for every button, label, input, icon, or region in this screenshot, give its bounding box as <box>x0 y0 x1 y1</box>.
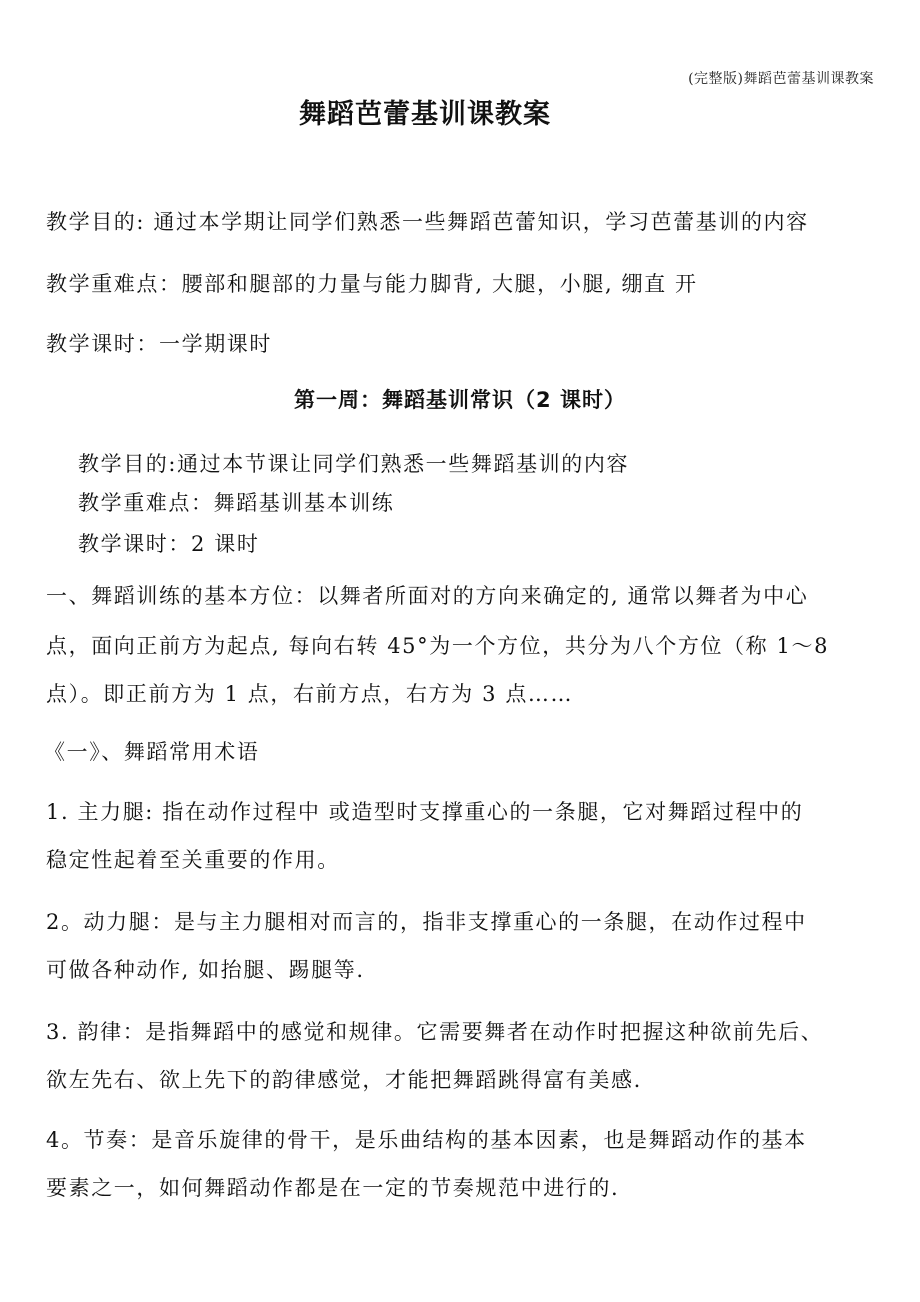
term-3-line1: 3. 韵律：是指舞蹈中的感觉和规律。它需要舞者在动作时把握这种欲前先后、 <box>46 1020 824 1044</box>
term-1-line2: 稳定性起着至关重要的作用。 <box>46 848 340 872</box>
term-4-line1: 4。节奏：是音乐旋律的骨干，是乐曲结构的基本因素，也是舞蹈动作的基本 <box>46 1128 807 1152</box>
week1-purpose: 教学目的:通过本节课让同学们熟悉一些舞蹈基训的内容 <box>78 452 630 476</box>
term-4-line2: 要素之一，如何舞蹈动作都是在一定的节奏规范中进行的. <box>46 1176 620 1200</box>
term-1-line1: 1. 主力腿: 指在动作过程中 或造型时支撑重心的一条腿，它对舞蹈过程中的 <box>46 800 804 824</box>
week1-title: 第一周：舞蹈基训常识（2 课时） <box>294 388 626 412</box>
section1-line2: 点，面向正前方为起点, 每向右转 45°为一个方位，共分为八个方位（称 1～8 <box>46 634 830 658</box>
week1-hours: 教学课时：2 课时 <box>78 532 260 556</box>
term-2-line1: 2。动力腿：是与主力腿相对而言的，指非支撑重心的一条腿，在动作过程中 <box>46 910 807 934</box>
intro-difficulty: 教学重难点：腰部和腿部的力量与能力脚背, 大腿，小腿, 绷直 开 <box>46 272 698 296</box>
document-title: 舞蹈芭蕾基训课教案 <box>299 99 551 130</box>
week1-difficulty: 教学重难点：舞蹈基训基本训练 <box>78 491 395 515</box>
terms-heading: 《一》、舞蹈常用术语 <box>44 740 260 764</box>
section1-line3: 点）。即正前方为 1 点，右前方点，右方为 3 点…… <box>46 682 574 706</box>
intro-purpose: 教学目的: 通过本学期让同学们熟悉一些舞蹈芭蕾知识，学习芭蕾基训的内容 <box>46 210 809 234</box>
header-note: (完整版)舞蹈芭蕾基训课教案 <box>688 71 874 87</box>
term-3-line2: 欲左先右、欲上先下的韵律感觉，才能把舞蹈跳得富有美感. <box>46 1068 642 1092</box>
intro-hours: 教学课时：一学期课时 <box>46 332 272 356</box>
section1-line1: 一、舞蹈训练的基本方位：以舞者所面对的方向来确定的, 通常以舞者为中心 <box>46 584 809 608</box>
term-2-line2: 可做各种动作, 如抬腿、踢腿等. <box>46 958 365 982</box>
